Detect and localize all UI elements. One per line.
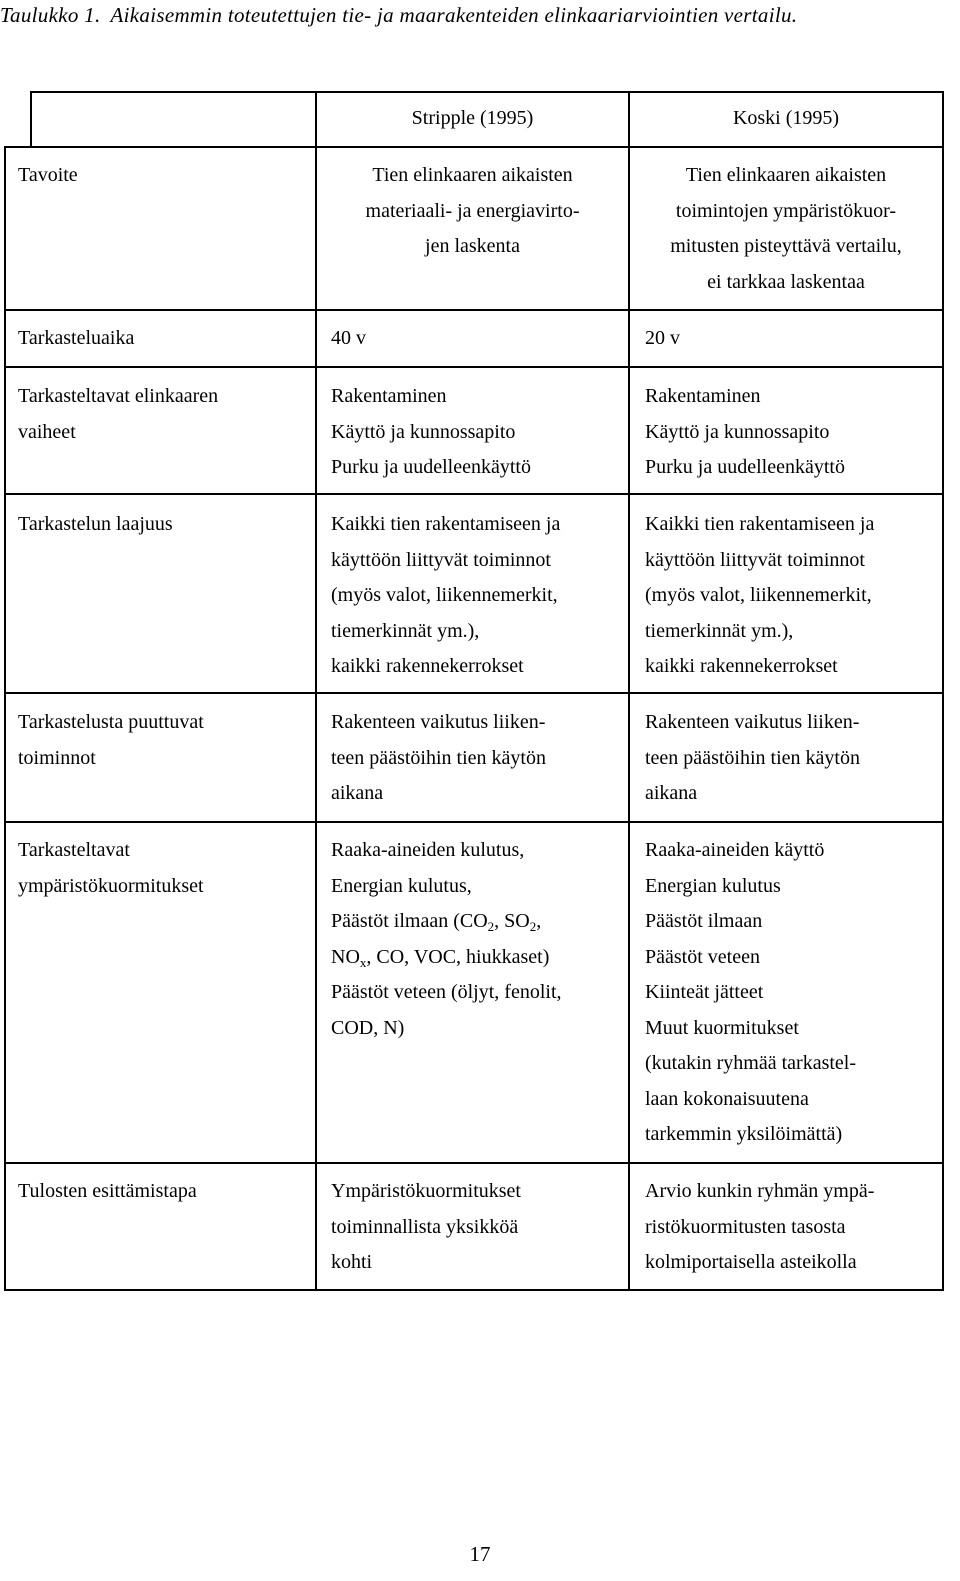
table-border-left-top bbox=[30, 91, 32, 148]
cell-ymparistokuormitukset-koski: Raaka-aineiden käyttö Energian kulutus Päästöt ilmaan Päästöt veteen Kiinteät jätteet Muut kuormitukset (kutakin ryhmää tarkastel- laan kokonaisuutena tarkemmin yksilöimättä) bbox=[645, 839, 857, 1145]
cell-tarkasteluaika-stripple: 40 v bbox=[331, 327, 366, 349]
cell-tulosten-esittamistapa-koski: Arvio kunkin ryhmän ympä- ristökuormitusten tasosta kolmiportaisella asteikolla bbox=[645, 1180, 875, 1273]
stripple-load-line: Päästöt veteen (öljyt, fenolit, bbox=[331, 981, 562, 1003]
table-caption-text: Aikaisemmin toteutettujen tie- ja maarakenteiden elinkaariarviointien vertailu. bbox=[110, 3, 798, 27]
stripple-load-line: Raaka-aineiden kulutus, bbox=[331, 839, 525, 861]
cell-ymparistokuormitukset-stripple bbox=[331, 833, 562, 1046]
column-header-koski: Koski (1995) bbox=[732, 107, 840, 129]
table-border-top bbox=[30, 91, 944, 93]
cell-elinkaaren-vaiheet-koski: Rakentaminen Käyttö ja kunnossapito Purku ja uudelleenkäyttö bbox=[645, 385, 845, 478]
table-border-right bbox=[942, 91, 944, 1291]
row-label-tarkasteluaika: Tarkasteluaika bbox=[18, 327, 135, 349]
table-caption bbox=[0, 0, 960, 31]
page-number: 17 bbox=[469, 1542, 491, 1566]
cell-tarkasteluaika-koski: 20 v bbox=[645, 327, 680, 349]
table-border-bottom bbox=[4, 1289, 944, 1291]
table-rule bbox=[4, 309, 944, 311]
table-column-divider bbox=[315, 91, 317, 1291]
cell-elinkaaren-vaiheet-stripple: Rakentaminen Käyttö ja kunnossapito Purku ja uudelleenkäyttö bbox=[331, 385, 531, 478]
table-rule bbox=[4, 692, 944, 694]
row-label-tarkastelun-laajuus: Tarkastelun laajuus bbox=[18, 513, 173, 535]
stripple-load-line: Energian kulutus, bbox=[331, 874, 472, 897]
table-caption-label: Taulukko 1. bbox=[0, 3, 101, 27]
cell-tarkastelun-laajuus-stripple: Kaikki tien rakentamiseen ja käyttöön liittyvät toiminnot (myös valot, liikennemerkit, tiemerkinnät ym.), kaikki rakennekerrokset bbox=[331, 513, 561, 677]
table-rule bbox=[4, 493, 944, 495]
cell-tavoite-stripple: Tien elinkaaren aikaisten materiaali- ja energiavirto- jen laskenta bbox=[365, 164, 580, 257]
table-rule bbox=[4, 821, 944, 823]
table-rule bbox=[4, 1162, 944, 1164]
row-label-elinkaaren-vaiheet: Tarkasteltavat elinkaaren vaiheet bbox=[18, 385, 219, 443]
cell-tarkastelun-laajuus-koski: Kaikki tien rakentamiseen ja käyttöön liittyvät toiminnot (myös valot, liikennemerkit, tiemerkinnät ym.), kaikki rakennekerrokset bbox=[645, 513, 875, 677]
row-label-tavoite: Tavoite bbox=[18, 164, 78, 186]
column-header-stripple: Stripple (1995) bbox=[411, 107, 534, 129]
table-border-left bbox=[4, 146, 6, 1291]
cell-puuttuvat-toiminnot-stripple: Rakenteen vaikutus liiken- teen päästöihin tien käytön aikana bbox=[331, 711, 546, 804]
cell-tulosten-esittamistapa-stripple: Ympäristökuormitukset toiminnallista yksikköä kohti bbox=[331, 1180, 521, 1273]
table-rule bbox=[4, 366, 944, 368]
stripple-load-line: COD, N) bbox=[331, 1016, 405, 1039]
stripple-load-line-nox: $NO_x$, CO, VOC, hiukkaset) bbox=[331, 945, 550, 970]
row-label-tulosten-esittamistapa: Tulosten esittämistapa bbox=[18, 1180, 197, 1202]
cell-puuttuvat-toiminnot-koski: Rakenteen vaikutus liiken- teen päästöihin tien käytön aikana bbox=[645, 711, 860, 804]
cell-tavoite-koski: Tien elinkaaren aikaisten toimintojen ympäristökuor- mitusten pisteyttävä vertailu, ei tarkkaa laskentaa bbox=[670, 164, 902, 293]
row-label-ymparistokuormitukset: Tarkasteltavat ympäristökuormitukset bbox=[18, 839, 204, 897]
table-rule bbox=[4, 146, 944, 148]
row-label-puuttuvat-toiminnot: Tarkastelusta puuttuvat toiminnot bbox=[18, 711, 204, 769]
stripple-load-line-air: Päästöt ilmaan ($CO_2$, $SO_2$, bbox=[331, 910, 542, 934]
